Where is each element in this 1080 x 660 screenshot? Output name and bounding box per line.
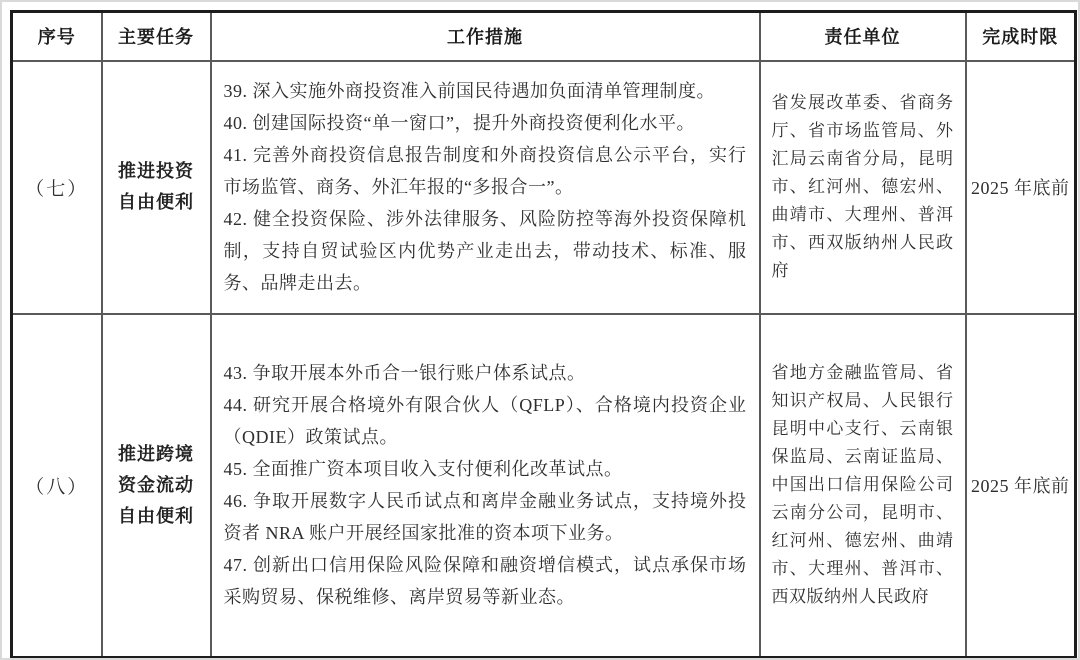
task-line: 资金流动 xyxy=(118,474,194,495)
column-header-responsible: 责任单位 xyxy=(760,12,966,61)
work-measures xyxy=(211,61,760,314)
work-measures xyxy=(211,314,760,658)
measure-item: 43. 争取开展本外币合一银行账户体系试点。 xyxy=(223,363,586,384)
measure-item: 40. 创建国际投资“单一窗口”，提升外商投资便利化水平。 xyxy=(223,113,695,133)
table-row-7 xyxy=(12,61,1076,314)
measure-item: 45. 全面推广资本项目收入支付便利化改革试点。 xyxy=(223,459,623,480)
column-header-measures: 工作措施 xyxy=(211,12,760,61)
task-table xyxy=(10,10,1077,659)
deadline: 2025 年底前 xyxy=(966,61,1076,314)
responsible-units xyxy=(760,314,966,658)
task-line: 推进跨境 xyxy=(118,443,194,464)
responsible-units xyxy=(760,61,966,314)
main-task xyxy=(102,61,211,314)
responsible-units-text: 省发展改革委、省商务厅、省市场监管局、外汇局云南省分局，昆明市、红河州、德宏州、曲靖市、大理州、普洱市、西双版纳州人民政府 xyxy=(771,93,954,280)
task-line: 推进投资 xyxy=(118,161,194,181)
measure-item: 47. 创新出口信用保险风险保障和融资增信模式，试点承保市场采购贸易、保税维修、离岸贸易等新业态。 xyxy=(223,555,747,608)
measure-item: 41. 完善外商投资信息报告制度和外商投资信息公示平台，实行市场监管、商务、外汇年报的“多报合一”。 xyxy=(223,145,747,197)
column-header-task: 主要任务 xyxy=(102,12,211,61)
row-index: （七） xyxy=(12,61,102,314)
main-task xyxy=(102,314,211,658)
deadline: 2025 年底前 xyxy=(966,314,1076,658)
row-index: （八） xyxy=(12,314,102,658)
table-header-row xyxy=(12,12,1076,61)
measure-item: 39. 深入实施外商投资准入前国民待遇加负面清单管理制度。 xyxy=(223,81,715,101)
table-row-8 xyxy=(12,314,1076,658)
responsible-units-text: 省地方金融监管局、省知识产权局、人民银行昆明中心支行、云南银保监局、云南证监局、中国出口信用保险公司云南分公司，昆明市、红河州、德宏州、曲靖市、大理州、普洱市、西双版纳州人民政府 xyxy=(771,363,954,607)
task-line: 自由便利 xyxy=(118,192,194,212)
measure-item: 42. 健全投资保险、涉外法律服务、风险防控等海外投资保障机制，支持自贸试验区内优势产业走出去，带动技术、标准、服务、品牌走出去。 xyxy=(223,209,747,293)
task-line: 自由便利 xyxy=(118,505,194,526)
measure-item: 44. 研究开展合格境外有限合伙人（QFLP）、合格境内投资企业（QDIE）政策试点。 xyxy=(223,395,747,448)
column-header-index: 序号 xyxy=(12,12,102,61)
column-header-deadline: 完成时限 xyxy=(966,12,1076,61)
measure-item: 46. 争取开展数字人民币试点和离岸金融业务试点，支持境外投资者 NRA 账户开展经国家批准的资本项下业务。 xyxy=(223,491,747,544)
